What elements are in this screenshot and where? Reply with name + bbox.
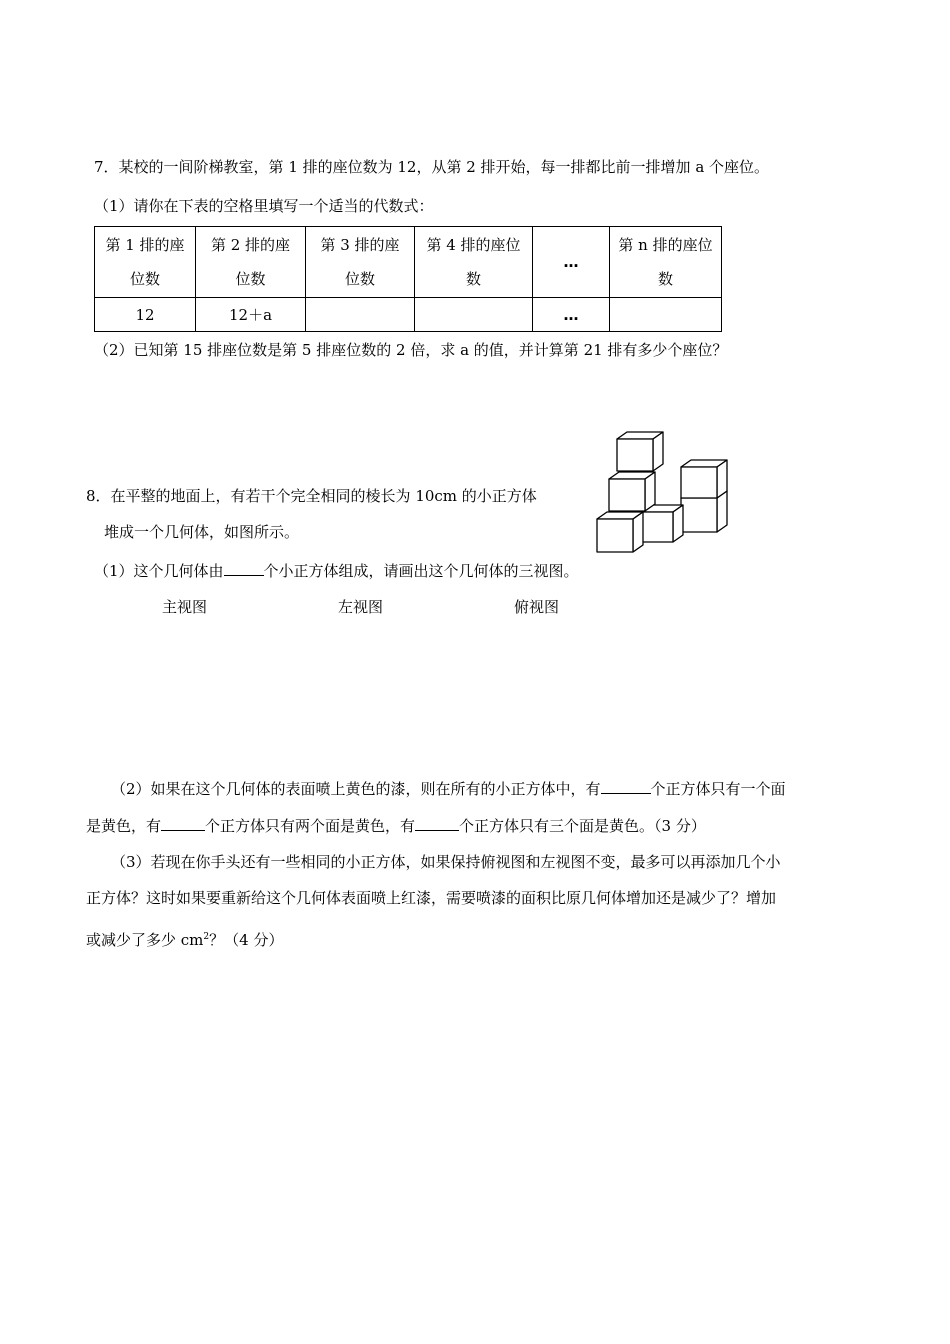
table-cell-blank[interactable] [415, 298, 533, 332]
q7-part2: （2）已知第 15 排座位数是第 5 排座位数的 2 倍，求 a 的值，并计算第 21 排有多少个座位？ [94, 341, 728, 359]
q8-part3-line3: 或减少了多少 $cm^2$？（4 分） [86, 931, 284, 949]
table-header-cell: 第 n 排的座位 数 [610, 227, 722, 298]
q8-stem-line2: 堆成一个几何体，如图所示。 [104, 523, 300, 541]
q7-part1: （1）请你在下表的空格里填写一个适当的代数式： [94, 197, 434, 215]
table-header-row [95, 227, 722, 298]
top-view-label: 俯视图 [514, 598, 560, 616]
cube [681, 460, 727, 498]
answer-blank[interactable] [415, 816, 459, 831]
table-header-cell: … [533, 227, 610, 298]
q7-stem: 7．某校的一间阶梯教室，第 1 排的座位数为 12，从第 2 排开始，每一排都比前一排增加 a 个座位。 [94, 158, 770, 176]
table-cell: 12 [95, 298, 196, 332]
left-view-label: 左视图 [338, 598, 384, 616]
answer-blank[interactable] [601, 779, 651, 794]
q8-part1: （1）这个几何体由 个小正方体组成，请画出这个几何体的三视图。 [94, 562, 579, 580]
table-cell-blank[interactable] [610, 298, 722, 332]
table-header-cell: 第 4 排的座位 数 [415, 227, 533, 298]
table-header-cell: 第 1 排的座 位数 [95, 227, 196, 298]
q8-stem-line1: 8．在平整的地面上，有若干个完全相同的棱长为 10cm 的小正方体 [86, 487, 537, 505]
cube [609, 472, 655, 511]
q8-part3-line2: 正方体？这时如果要重新给这个几何体表面喷上红漆，需要喷漆的面积比原几何体增加还是减少了？增加 [86, 889, 777, 907]
q8-part2-line1: （2）如果在这个几何体的表面喷上黄色的漆，则在所有的小正方体中，有 个正方体只有一个面 [111, 780, 786, 798]
answer-blank[interactable] [224, 561, 264, 576]
front-view-label: 主视图 [162, 598, 208, 616]
table-header-cell: 第 2 排的座 位数 [196, 227, 306, 298]
table-cell: … [533, 298, 610, 332]
answer-blank[interactable] [161, 816, 205, 831]
table-row [95, 298, 722, 332]
q8-part2-line2: 是黄色，有 个正方体只有两个面是黄色，有 个正方体只有三个面是黄色。（3 分） [86, 817, 706, 835]
table-header-cell: 第 3 排的座 位数 [306, 227, 415, 298]
table-cell: 12＋a [196, 298, 306, 332]
table-cell-blank[interactable] [306, 298, 415, 332]
cube [617, 432, 663, 471]
seat-table [94, 226, 722, 332]
cube [597, 512, 643, 552]
q8-part3-line1: （3）若现在你手头还有一些相同的小正方体，如果保持俯视图和左视图不变，最多可以再添加几个小 [111, 853, 781, 871]
cube-stack-figure [594, 427, 734, 557]
